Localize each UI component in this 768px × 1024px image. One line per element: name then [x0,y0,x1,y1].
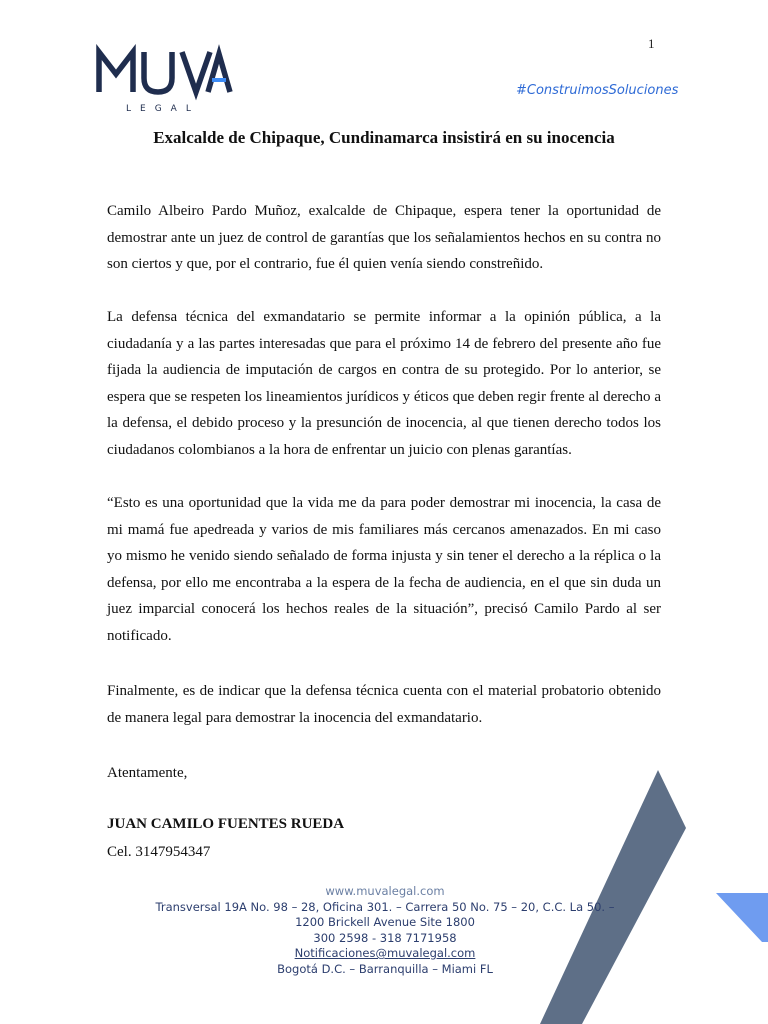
paragraph-1: Camilo Albeiro Pardo Muñoz, exalcalde de Chipaque, espera tener la oportunidad de demostrar ante un juez de control de garantías que los señalamientos hechos en su contra no son ciertos y que, por el contrario, fue él quien venía siendo constreñido. [107,203,661,272]
footer-phones: 300 2598 - 318 7171958 [313,930,457,945]
blue-triangle-shape [716,893,768,942]
footer-website-link[interactable]: www.muvalegal.com [325,884,445,898]
paragraph-3-quote: “Esto es una oportunidad que la vida me da para poder demostrar mi inocencia, la casa de mi mamá fue apedreada y varios de mis familiares más cercanos amenazados. En mi caso yo mismo he venido siendo señalado de forma injusta y sin tener el derecho a la réplica o la defensa, por ello me encontraba a la espera de la fecha de audiencia, en el que sin duda un juez imparcial conocerá los hechos reales de la situación”, precisó Camilo Pardo al ser notificado. [107,495,661,644]
signer-phone: Cel. 3147954347 [107,844,211,860]
hashtag-slogan: #ConstruimosSoluciones [516,83,679,98]
muva-legal-logo [96,44,236,116]
footer [120,884,650,977]
paragraph-4: Finalmente, es de indicar que la defensa técnica cuenta con el material probatorio obtenido de manera legal para demostrar la inocencia del exmandatario. [107,683,661,726]
footer-email-link[interactable]: Notificaciones@muvalegal.com [294,946,476,960]
footer-address-line1: Transversal 19A No. 98 – 28, Oficina 301. – Carrera 50 No. 75 – 20, C.C. La 50. – [155,899,615,914]
closing-salutation: Atentamente, [107,765,188,781]
page-number: 1 [648,36,655,51]
document-title: Exalcalde de Chipaque, Cundinamarca insistirá en su inocencia [153,128,615,147]
footer-cities: Bogotá D.C. – Barranquilla – Miami FL [277,961,493,976]
paragraph-2: La defensa técnica del exmandatario se permite informar a la opinión pública, a la ciudadanía y a las partes interesadas que para el próximo 14 de febrero del presente año fue fijada la audiencia de imputación de cargos en contra de su protegido. Por lo anterior, se espera que se respeten los lineamientos jurídicos y éticos que deben regir frente al derecho a la defensa, el debido proceso y la presunción de inocencia, al que tienen derecho todos los ciudadanos colombianos a la hora de enfrentar un juicio con plenas garantías. [107,309,661,458]
signer-name: JUAN CAMILO FUENTES RUEDA [107,816,345,832]
footer-address-line2: 1200 Brickell Avenue Site 1800 [295,915,475,929]
svg-text:LEGAL: LEGAL [126,104,200,114]
